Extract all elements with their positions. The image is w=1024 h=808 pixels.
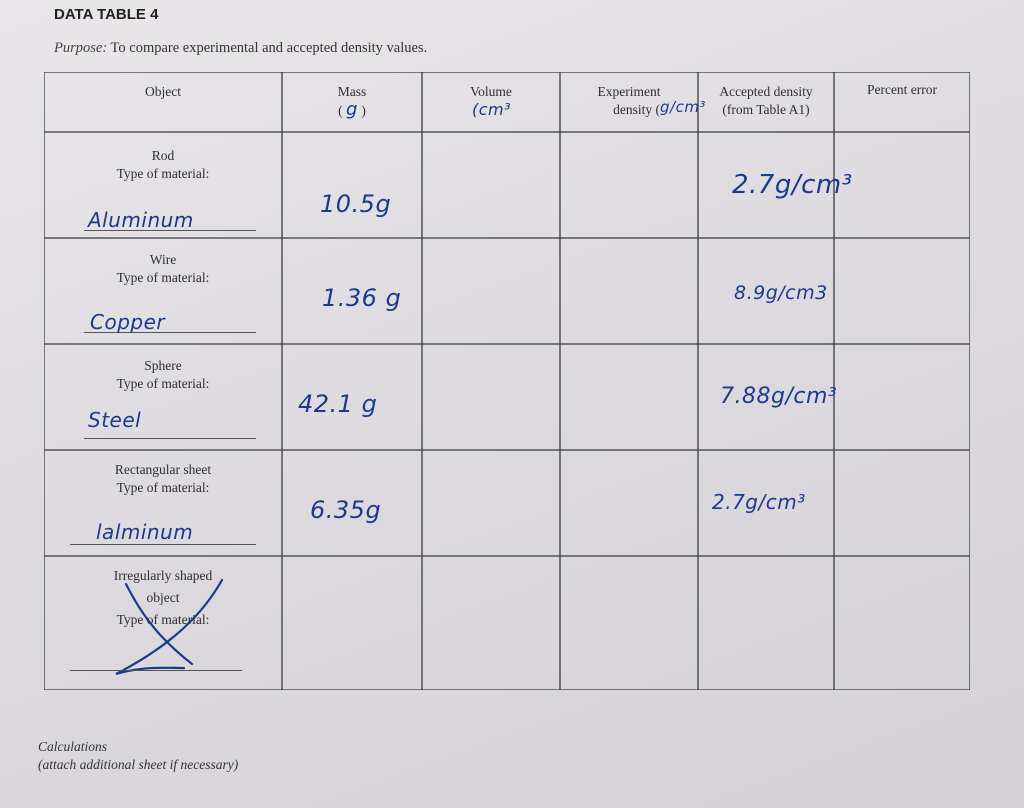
row4-object: Rectangular sheet (114, 462, 212, 477)
header-experiment-density: density ( (613, 102, 660, 117)
row3-mass-hw: 42.1 g (298, 390, 378, 418)
row5-object-line2: object (146, 590, 180, 605)
row5-object-line1: Irregularly shaped (113, 568, 213, 583)
row4-accepted-hw: 2.7g/cm³ (712, 490, 806, 514)
calculations-label: Calculations (38, 739, 108, 754)
row4-mass-hw: 6.35g (310, 496, 382, 524)
row2-mass-hw: 1.36 g (322, 284, 402, 312)
row1-mass-hw: 10.5g (320, 190, 392, 218)
row4-type-label: Type of material: (116, 480, 210, 495)
row3-material-line (84, 438, 256, 439)
mass-unit-open: ( (338, 103, 343, 118)
header-accepted-source: (from Table A1) (722, 102, 810, 117)
header-mass-unit (282, 99, 422, 120)
row3-material-hw: Steel (88, 408, 142, 432)
row3-object: Sphere (144, 358, 182, 373)
row1-accepted-hw: 2.7g/cm³ (732, 170, 853, 200)
purpose-line (54, 40, 427, 57)
row3-type-label: Type of material: (116, 376, 210, 391)
row4-material-hw: lalminum (96, 520, 194, 544)
row2-accepted-hw: 8.9g/cm3 (734, 282, 828, 304)
row3-accepted-hw: 7.88g/cm³ (720, 384, 838, 409)
calculations-note: (attach additional sheet if necessary) (38, 757, 239, 772)
header-mass: Mass (337, 84, 367, 99)
data-table (44, 72, 970, 690)
calculations-section (38, 738, 238, 774)
purpose-label: Purpose: (54, 40, 108, 56)
row5-type-label: Type of material: (116, 612, 210, 627)
header-experiment: Experiment (597, 84, 661, 99)
volume-unit-hw: (cm³ (472, 100, 512, 119)
row2-object: Wire (149, 252, 177, 267)
row5-material-line (70, 670, 242, 671)
mass-unit-close: ) (361, 103, 366, 118)
experiment-unit-hw: g/cm³ (660, 98, 706, 116)
header-object: Object (145, 84, 181, 99)
table-title: DATA TABLE 4 (54, 6, 159, 23)
row4-material-line (70, 544, 256, 545)
row2-type-label: Type of material: (116, 270, 210, 285)
header-percent-error: Percent error (866, 82, 938, 97)
row1-object: Rod (151, 148, 175, 163)
mass-unit-hw: g (346, 99, 358, 120)
header-accepted: Accepted density (719, 84, 813, 99)
row1-type-label: Type of material: (116, 166, 210, 181)
row1-material-hw: Aluminum (88, 208, 194, 232)
header-volume: Volume (470, 84, 512, 99)
purpose-text: To compare experimental and accepted density values. (110, 40, 428, 56)
row2-material-hw: Copper (90, 310, 166, 334)
